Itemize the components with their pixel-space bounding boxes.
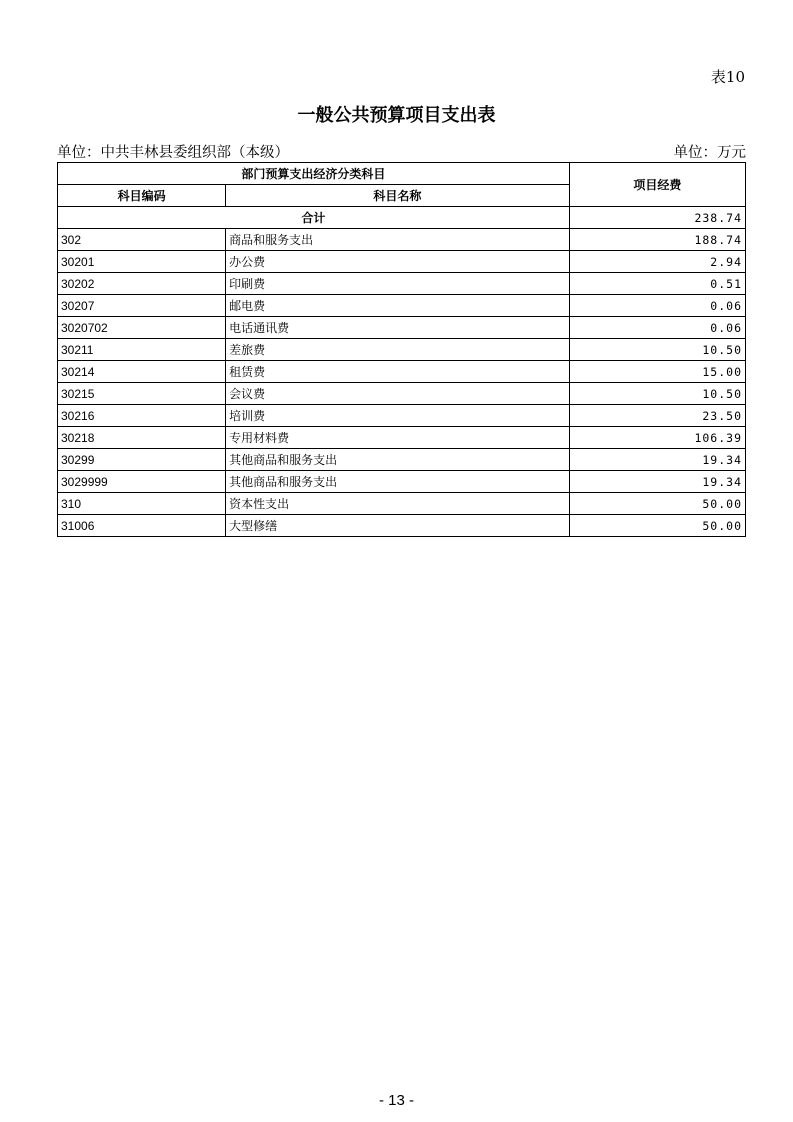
table-row [58,405,746,427]
cell-code: 30211 [58,339,226,361]
cell-code: 310 [58,493,226,515]
cell-name: 大型修缮 [226,515,569,537]
cell-name: 租赁费 [226,361,569,383]
cell-amount: 0.06 [569,317,745,339]
cell-code: 30215 [58,383,226,405]
table-row [58,295,746,317]
cell-name: 商品和服务支出 [226,229,569,251]
cell-code: 30207 [58,295,226,317]
cell-name: 邮电费 [226,295,569,317]
table-row [58,273,746,295]
header-economic-classification: 部门预算支出经济分类科目 [58,163,570,185]
table-row [58,251,746,273]
cell-code: 30201 [58,251,226,273]
cell-amount: 0.51 [569,273,745,295]
cell-name: 其他商品和服务支出 [226,471,569,493]
cell-amount: 10.50 [569,383,745,405]
header-row-group [58,163,746,185]
header-subject-code: 科目编码 [58,185,226,207]
unit-organization: 单位：中共丰林县委组织部（本级） [57,145,289,161]
cell-code: 30216 [58,405,226,427]
cell-amount: 188.74 [569,229,745,251]
total-row [58,207,746,229]
table-number: 表10 [710,68,745,86]
unit-currency: 单位：万元 [673,145,746,161]
budget-table [57,162,746,537]
table-row [58,493,746,515]
cell-amount: 19.34 [569,471,745,493]
cell-name: 资本性支出 [226,493,569,515]
total-amount: 238.74 [569,207,745,229]
total-label: 合计 [58,207,570,229]
cell-amount: 15.00 [569,361,745,383]
header-project-funds: 项目经费 [569,163,745,207]
cell-amount: 23.50 [569,405,745,427]
cell-code: 302 [58,229,226,251]
cell-name: 培训费 [226,405,569,427]
cell-amount: 2.94 [569,251,745,273]
cell-amount: 50.00 [569,515,745,537]
table-row [58,449,746,471]
unit-row [57,141,746,161]
cell-name: 其他商品和服务支出 [226,449,569,471]
cell-code: 30214 [58,361,226,383]
table-row [58,229,746,251]
table-row [58,317,746,339]
cell-name: 会议费 [226,383,569,405]
cell-amount: 106.39 [569,427,745,449]
cell-code: 30299 [58,449,226,471]
cell-name: 印刷费 [226,273,569,295]
page-title: 一般公共预算项目支出表 [297,105,496,126]
cell-name: 办公费 [226,251,569,273]
cell-amount: 50.00 [569,493,745,515]
table-row [58,339,746,361]
cell-code: 3020702 [58,317,226,339]
table-row [58,515,746,537]
header-subject-name: 科目名称 [226,185,569,207]
cell-name: 专用材料费 [226,427,569,449]
table-row [58,383,746,405]
cell-name: 电话通讯费 [226,317,569,339]
cell-code: 30202 [58,273,226,295]
cell-amount: 0.06 [569,295,745,317]
cell-amount: 10.50 [569,339,745,361]
cell-amount: 19.34 [569,449,745,471]
page-number: - 13 - [378,1092,414,1109]
cell-code: 31006 [58,515,226,537]
cell-code: 3029999 [58,471,226,493]
table-row [58,361,746,383]
cell-name: 差旅费 [226,339,569,361]
table-row [58,427,746,449]
table-row [58,471,746,493]
cell-code: 30218 [58,427,226,449]
